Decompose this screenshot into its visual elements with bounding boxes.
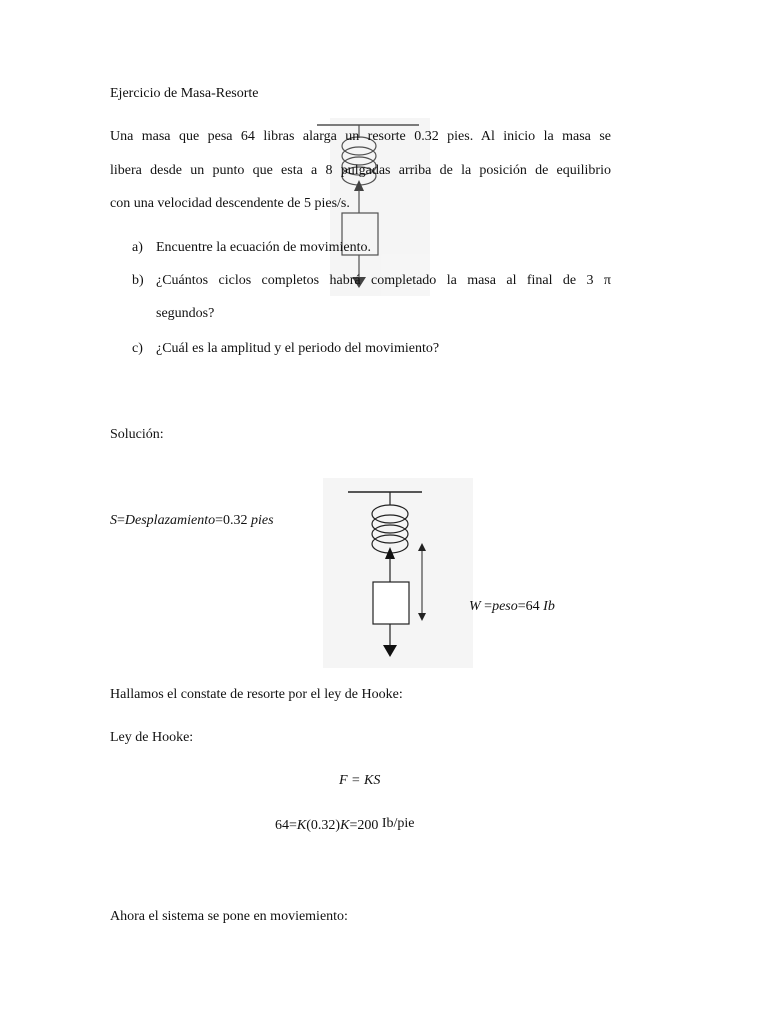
spring-constant-formula: 64=K(0.32)K=200 Ib/pie [275,816,415,833]
hooke-intro: Hallamos el constate de resorte por el ley de Hooke: [110,687,403,702]
hooke-law-formula: F = KS [339,773,381,788]
question-b-label: b) [132,273,144,288]
displacement-name: Desplazamiento [124,513,216,528]
calc-result-value: 200 [357,818,379,833]
question-b-line-2: segundos? [156,306,215,321]
closing-text: Ahora el sistema se pone en moviemiento: [110,909,348,924]
weight-symbol: W [469,599,481,614]
displacement-symbol: S [110,513,117,528]
calc-lhs: 64 [275,818,289,833]
weight-formula: W =peso=64 Ib [469,599,555,614]
calc-result-unit: Ib/pie [381,816,415,831]
question-c-text: ¿Cuál es la amplitud y el periodo del movimiento? [156,341,440,356]
weight-unit: Ib [543,599,555,614]
question-b-line-1: ¿Cuántos ciclos completos habrá completado la masa al final de 3 π [156,273,611,288]
problem-line-2: libera desde un punto que esta a 8 pulgadas arriba de la posición de equilibrio [110,163,611,178]
calc-k-symbol: K [296,818,307,833]
weight-value: 64 [525,599,540,614]
hooke-heading: Ley de Hooke: [110,730,194,745]
question-a-label: a) [132,240,143,255]
solution-heading: Solución: [110,427,164,442]
weight-name: peso [492,599,518,614]
problem-line-1: Una masa que pesa 64 libras alarga un resorte 0.32 pies. Al inicio la masa se [110,129,611,144]
displacement-unit: pies [251,513,274,528]
calc-paren-value: 0.32 [310,818,336,833]
displacement-value: 0.32 [223,513,248,528]
question-a-text: Encuentre la ecuación de movimiento. [156,240,371,255]
question-c-label: c) [132,341,143,356]
problem-line-3: con una velocidad descendente de 5 pies/s. [110,196,350,211]
mass-block [373,582,409,624]
calc-k-symbol-2: K [340,818,350,833]
displacement-formula: S=Desplazamiento=0.32 pies [110,513,274,528]
document-title: Ejercicio de Masa-Resorte [110,86,259,101]
